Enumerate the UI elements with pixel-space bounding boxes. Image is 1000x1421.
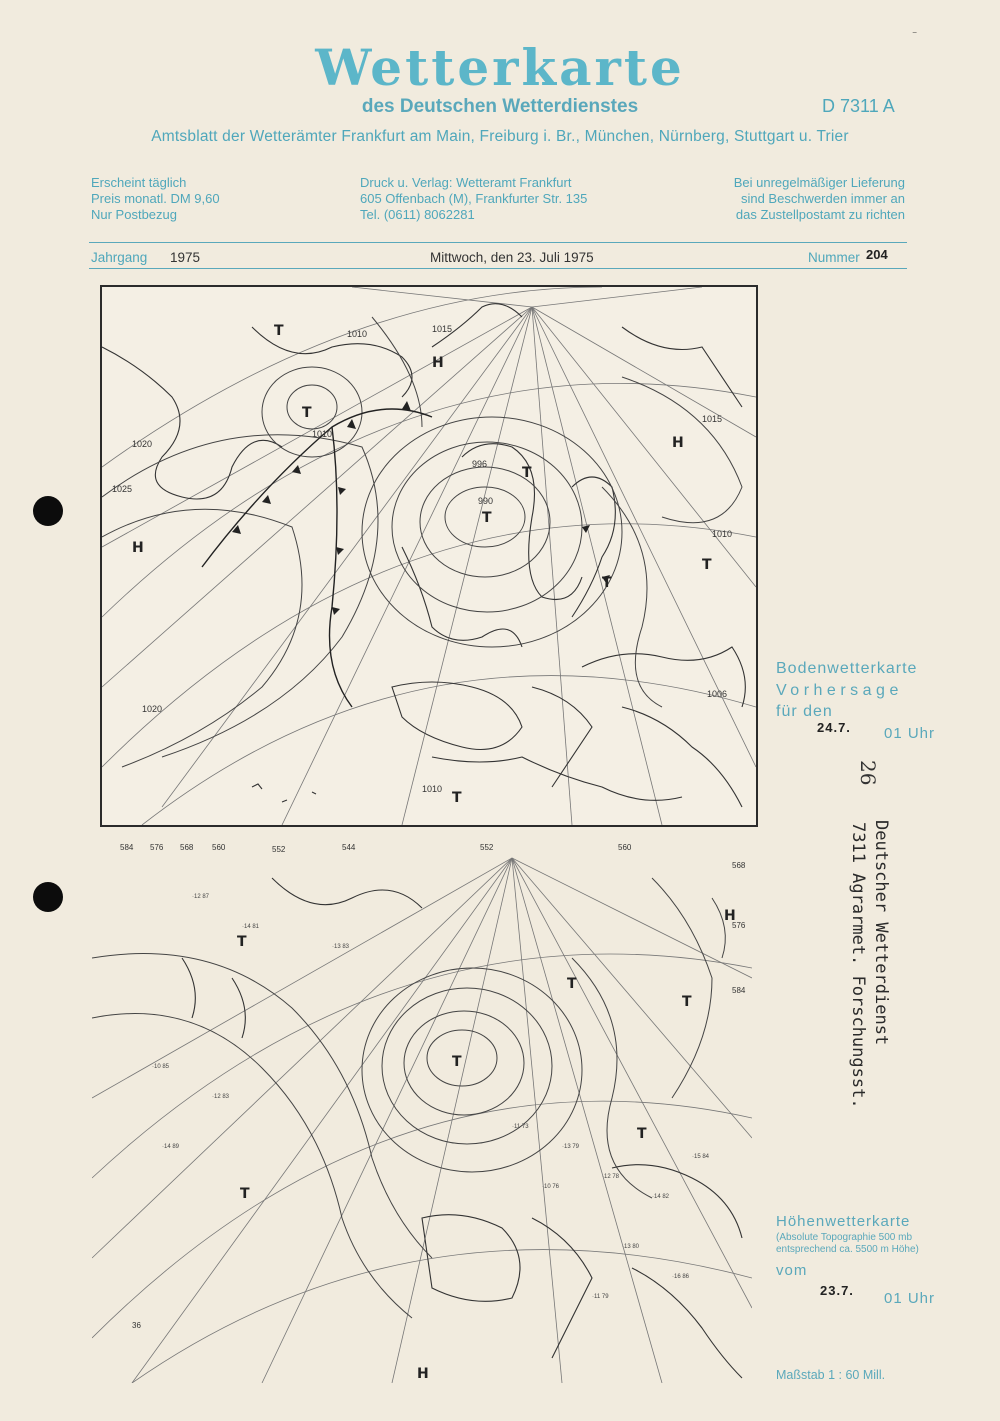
upper-air-map <box>92 838 752 1383</box>
punch-hole <box>33 496 63 526</box>
svg-text:·12 78: ·12 78 <box>602 1174 620 1180</box>
page-title: Wetterkarte <box>315 38 685 97</box>
stamp-line: Deutscher Wetterdienst <box>871 820 891 1046</box>
svg-text:T: T <box>482 510 492 526</box>
publisher-info <box>360 175 587 223</box>
info-line: Druck u. Verlag: Wetteramt Frankfurt <box>360 175 572 190</box>
svg-text:·13 79: ·13 79 <box>562 1144 580 1150</box>
svg-text:T: T <box>682 994 692 1010</box>
svg-text:576: 576 <box>150 843 164 852</box>
svg-text:560: 560 <box>618 843 632 852</box>
divider <box>89 268 907 269</box>
nummer-label: Nummer <box>808 250 860 265</box>
info-line: Nur Postbezug <box>91 207 177 222</box>
svg-text:36: 36 <box>132 1321 141 1330</box>
subscription-info <box>91 175 220 223</box>
svg-text:552: 552 <box>480 843 494 852</box>
library-stamp <box>800 760 910 1120</box>
svg-text:990: 990 <box>478 496 494 506</box>
svg-text:·12 87: ·12 87 <box>192 894 210 900</box>
svg-text:·11 79: ·11 79 <box>592 1294 609 1300</box>
svg-text:·14 82: ·14 82 <box>652 1194 670 1200</box>
surface-map-drawing <box>102 287 756 825</box>
handwritten-number: 26 <box>856 760 880 786</box>
svg-text:T: T <box>602 575 612 591</box>
divider <box>89 242 907 243</box>
stamp-line: 7311 Agrarmet. Forschungsst. <box>848 822 868 1109</box>
surface-weather-map <box>100 285 758 827</box>
upper-map-caption-detail <box>776 1232 919 1256</box>
info-line: Preis monatl. DM 9,60 <box>91 191 220 206</box>
svg-text:1010: 1010 <box>347 329 368 339</box>
svg-text:H: H <box>672 435 684 451</box>
svg-text:·13 83: ·13 83 <box>332 944 350 950</box>
svg-text:T: T <box>302 405 312 421</box>
svg-text:1006: 1006 <box>707 689 728 699</box>
svg-text:560: 560 <box>212 843 226 852</box>
svg-text:1010: 1010 <box>312 429 333 439</box>
svg-text:H: H <box>417 1366 429 1382</box>
amtsblatt-line: Amtsblatt der Wetterämter Frankfurt am Main, Freiburg i. Br., München, Nürnberg, Stuttgart u. Trier <box>151 128 849 145</box>
upper-map-date: 23.7. <box>820 1283 854 1298</box>
upper-map-caption: Höhenwetterkarte <box>776 1213 911 1230</box>
svg-text:T: T <box>637 1126 647 1142</box>
svg-text:·16 86: ·16 86 <box>672 1274 690 1280</box>
svg-text:568: 568 <box>732 861 746 870</box>
svg-text:T: T <box>240 1186 250 1202</box>
nummer-value: 204 <box>866 247 888 262</box>
svg-text:1015: 1015 <box>702 414 723 424</box>
svg-text:·14 81: ·14 81 <box>242 924 260 930</box>
svg-text:1020: 1020 <box>132 439 153 449</box>
svg-text:H: H <box>132 540 144 556</box>
svg-text:544: 544 <box>342 843 356 852</box>
svg-text:568: 568 <box>180 843 194 852</box>
svg-text:T: T <box>237 934 247 950</box>
svg-text:·14 89: ·14 89 <box>162 1144 180 1150</box>
svg-text:T: T <box>567 976 577 992</box>
svg-text:H: H <box>432 355 444 371</box>
info-line: 605 Offenbach (M), Frankfurter Str. 135 <box>360 191 588 206</box>
svg-text:·15 84: ·15 84 <box>692 1154 710 1160</box>
issue-date: Mittwoch, den 23. Juli 1975 <box>430 250 594 265</box>
svg-text:1025: 1025 <box>112 484 133 494</box>
svg-text:1015: 1015 <box>432 324 453 334</box>
jahrgang-label: Jahrgang <box>91 250 148 265</box>
caption-detail-line: entsprechend ca. 5500 m Höhe) <box>776 1244 919 1255</box>
svg-text:576: 576 <box>732 921 746 930</box>
svg-text:584: 584 <box>732 986 746 995</box>
svg-text:H: H <box>724 908 736 924</box>
upper-map-caption: vom <box>776 1262 808 1279</box>
info-line: Erscheint täglich <box>91 175 187 190</box>
svg-text:1020: 1020 <box>142 704 163 714</box>
punch-hole <box>33 882 63 912</box>
info-line: Tel. (0611) 8062281 <box>360 207 475 222</box>
info-line: das Zustellpostamt zu richten <box>735 207 905 222</box>
svg-text:T: T <box>702 557 712 573</box>
delivery-info <box>713 175 905 223</box>
svg-text:1010: 1010 <box>422 784 443 794</box>
info-line: sind Beschwerden immer an <box>740 191 905 206</box>
page-subtitle: des Deutschen Wetterdienstes <box>361 96 639 117</box>
surface-map-date: 24.7. <box>817 720 851 735</box>
upper-map-time: 01 Uhr <box>884 1290 936 1307</box>
svg-text:T: T <box>452 1054 462 1070</box>
svg-text:·10 85: ·10 85 <box>152 1064 170 1070</box>
svg-text:·11 73: ·11 73 <box>512 1124 529 1130</box>
svg-text:T: T <box>522 465 532 481</box>
info-line: Bei unregelmäßiger Lieferung <box>733 175 905 190</box>
svg-text:T: T <box>452 790 462 806</box>
surface-map-caption: Vorhersage <box>776 682 903 699</box>
svg-text:·13 80: ·13 80 <box>622 1244 640 1250</box>
surface-map-caption: Bodenwetterkarte <box>776 660 918 677</box>
jahrgang-value: 1975 <box>170 250 201 265</box>
map-scale: Maßstab 1 : 60 Mill. <box>776 1368 886 1382</box>
svg-text:1010: 1010 <box>712 529 733 539</box>
svg-text:·10 76: ·10 76 <box>542 1184 560 1190</box>
svg-text:552: 552 <box>272 845 286 854</box>
svg-text:584: 584 <box>120 843 134 852</box>
document-number: D 7311 A <box>822 96 895 116</box>
svg-text:996: 996 <box>472 459 488 469</box>
svg-text:·12 83: ·12 83 <box>212 1094 230 1100</box>
surface-map-time: 01 Uhr <box>884 725 936 742</box>
svg-text:T: T <box>274 323 284 339</box>
surface-map-caption: für den <box>776 703 833 720</box>
upper-map-drawing <box>92 838 752 1383</box>
caption-detail-line: (Absolute Topographie 500 mb <box>776 1232 913 1243</box>
corner-mark: ⁻ <box>912 30 918 41</box>
